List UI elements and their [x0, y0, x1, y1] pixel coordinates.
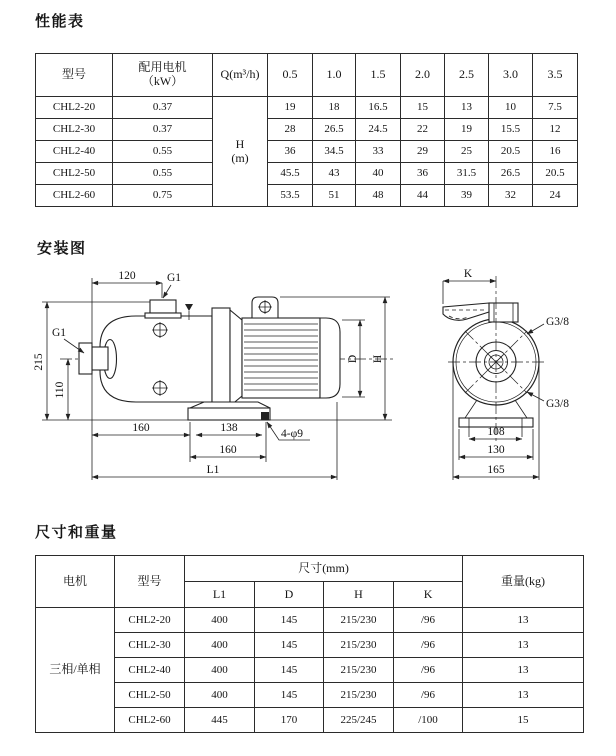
cell-L1: 400: [185, 683, 255, 708]
cell-head: 40: [356, 163, 401, 185]
col-header-model: 型号: [36, 54, 113, 97]
cell-model: CHL2-20: [115, 608, 185, 633]
dim-label-4-holes: 4-φ9: [281, 428, 303, 440]
col-header-q6: 3.0: [489, 54, 533, 97]
table-row: [36, 163, 578, 185]
seal-housing: [212, 308, 230, 408]
col-header-motor: [113, 54, 213, 97]
col-header-L1: L1: [185, 582, 255, 608]
discharge-port: [150, 300, 176, 313]
section-title-performance: 性能表: [35, 13, 85, 30]
dim-label-g38-bottom: G3/8: [546, 398, 569, 410]
cell-L1: 445: [185, 708, 255, 733]
side-view-drawing: [33, 270, 394, 480]
table-header-row: [36, 556, 584, 582]
cell-K: /96: [394, 608, 463, 633]
col-header-D: D: [255, 582, 324, 608]
cell-D: 145: [255, 683, 324, 708]
cell-head: 51: [313, 185, 356, 207]
cell-H: 225/245: [324, 708, 394, 733]
cell-weight: 13: [463, 658, 584, 683]
cell-head: 39: [445, 185, 489, 207]
cell-head: 31.5: [445, 163, 489, 185]
suction-flange: [79, 343, 92, 374]
cell-head: 48: [356, 185, 401, 207]
top-port-block: [489, 303, 518, 322]
table-row: [36, 119, 578, 141]
table-row: [36, 97, 578, 119]
end-view-drawing: [443, 268, 569, 480]
cell-power: 0.55: [113, 163, 213, 185]
cell-head-unit: [213, 97, 268, 207]
cell-head: 28: [268, 119, 313, 141]
dim-label-g1-top: G1: [167, 272, 182, 284]
col-header-q1: 0.5: [268, 54, 313, 97]
dimensions-table: [35, 555, 584, 733]
table-row: [36, 658, 584, 683]
cell-head: 26.5: [489, 163, 533, 185]
cell-head: 53.5: [268, 185, 313, 207]
col-header-q4: 2.0: [401, 54, 445, 97]
dim-label-138: 138: [220, 422, 238, 434]
cell-model: CHL2-40: [36, 141, 113, 163]
cell-power: 0.75: [113, 185, 213, 207]
leader-g38-bottom: [527, 392, 544, 401]
table-row: [36, 633, 584, 658]
dim-label-D: D: [347, 354, 359, 364]
performance-table: [35, 53, 578, 207]
dim-label-165: 165: [487, 464, 505, 476]
cell-model: CHL2-30: [115, 633, 185, 658]
dim-label-215: 215: [33, 353, 45, 371]
cell-model: CHL2-30: [36, 119, 113, 141]
dim-label-K: K: [463, 268, 473, 280]
cell-head: 16: [533, 141, 578, 163]
cell-head: 20.5: [533, 163, 578, 185]
cell-head: 7.5: [533, 97, 578, 119]
cell-model: CHL2-20: [36, 97, 113, 119]
discharge-flange: [145, 313, 181, 318]
col-header-motor: 电机: [36, 556, 115, 608]
base-bolt-hole: [261, 412, 269, 420]
cell-head: 34.5: [313, 141, 356, 163]
col-header-q5: 2.5: [445, 54, 489, 97]
cell-head: 16.5: [356, 97, 401, 119]
cell-head: 12: [533, 119, 578, 141]
cell-head: 33: [356, 141, 401, 163]
head-unit-line1: H: [235, 136, 245, 151]
leader-g1-top: [163, 285, 171, 298]
col-header-q7: 3.5: [533, 54, 578, 97]
table-row: [36, 185, 578, 207]
cell-head: 44: [401, 185, 445, 207]
cell-weight: 13: [463, 683, 584, 708]
section-title-dimensions: 尺寸和重量: [35, 524, 118, 541]
cell-model: CHL2-50: [115, 683, 185, 708]
cell-power: 0.55: [113, 141, 213, 163]
pedestal: [190, 402, 270, 408]
cell-weight: 13: [463, 633, 584, 658]
cell-head: 45.5: [268, 163, 313, 185]
cell-head: 26.5: [313, 119, 356, 141]
col-header-q3: 1.5: [356, 54, 401, 97]
cell-L1: 400: [185, 658, 255, 683]
cell-head: 22: [401, 119, 445, 141]
cell-head: 43: [313, 163, 356, 185]
cell-head: 19: [445, 119, 489, 141]
cell-head: 13: [445, 97, 489, 119]
dim-label-130: 130: [487, 444, 505, 456]
dim-label-g1-left: G1: [52, 327, 67, 339]
col-header-motor-line2: （kW）: [141, 74, 184, 88]
suction-pipe: [92, 347, 108, 370]
cell-head: 36: [268, 141, 313, 163]
vent-plug: [185, 304, 193, 311]
cell-D: 170: [255, 708, 324, 733]
cell-H: 215/230: [324, 608, 394, 633]
cell-H: 215/230: [324, 683, 394, 708]
cell-motor-type: 三相/单相: [36, 608, 115, 733]
cell-head: 15: [401, 97, 445, 119]
cell-model: CHL2-50: [36, 163, 113, 185]
table-row: [36, 683, 584, 708]
dim-label-g38-top: G3/8: [546, 316, 569, 328]
dim-label-108: 108: [487, 426, 505, 438]
col-header-model: 型号: [115, 556, 185, 608]
cell-H: 215/230: [324, 633, 394, 658]
section-title-installation: 安装图: [37, 240, 87, 257]
col-header-weight: 重量(kg): [463, 556, 584, 608]
cell-power: 0.37: [113, 119, 213, 141]
dim-label-160-left: 160: [132, 422, 150, 434]
dim-label-110: 110: [54, 381, 66, 399]
cell-head: 10: [489, 97, 533, 119]
cell-head: 32: [489, 185, 533, 207]
cell-K: /100: [394, 708, 463, 733]
cell-head: 24: [533, 185, 578, 207]
cell-D: 145: [255, 658, 324, 683]
cell-head: 20.5: [489, 141, 533, 163]
dim-label-160-base: 160: [219, 444, 237, 456]
leader-g38-top: [527, 324, 544, 334]
col-header-size-group: 尺寸(mm): [185, 556, 463, 582]
cell-head: 36: [401, 163, 445, 185]
cell-K: /96: [394, 683, 463, 708]
col-header-motor-line1: 配用电机: [138, 60, 187, 75]
col-header-K: K: [394, 582, 463, 608]
cell-K: /96: [394, 658, 463, 683]
cell-L1: 400: [185, 633, 255, 658]
dim-label-120: 120: [118, 270, 136, 282]
cell-head: 15.5: [489, 119, 533, 141]
dim-label-L1: L1: [206, 464, 220, 476]
cell-power: 0.37: [113, 97, 213, 119]
table-row: [36, 141, 578, 163]
cell-head: 18: [313, 97, 356, 119]
col-header-H: H: [324, 582, 394, 608]
motor-end-cap: [320, 318, 340, 398]
cell-head: 24.5: [356, 119, 401, 141]
cell-weight: 13: [463, 608, 584, 633]
cell-weight: 15: [463, 708, 584, 733]
cell-model: CHL2-60: [36, 185, 113, 207]
cell-head: 19: [268, 97, 313, 119]
cell-model: CHL2-60: [115, 708, 185, 733]
table-row: [36, 708, 584, 733]
cell-H: 215/230: [324, 658, 394, 683]
cell-head: 29: [401, 141, 445, 163]
dim-label-H: H: [372, 354, 384, 364]
motor-adapter: [230, 310, 242, 406]
table-header-row: [36, 54, 578, 97]
table-row: [36, 608, 584, 633]
cell-D: 145: [255, 608, 324, 633]
cell-K: /96: [394, 633, 463, 658]
cell-model: CHL2-40: [115, 658, 185, 683]
cell-D: 145: [255, 633, 324, 658]
cell-L1: 400: [185, 608, 255, 633]
head-unit-line2: (m): [231, 150, 249, 165]
installation-drawing: [0, 250, 616, 512]
cell-head: 25: [445, 141, 489, 163]
base-plate: [188, 408, 270, 420]
col-header-flow: Q(m³/h): [213, 54, 268, 97]
col-header-q2: 1.0: [313, 54, 356, 97]
